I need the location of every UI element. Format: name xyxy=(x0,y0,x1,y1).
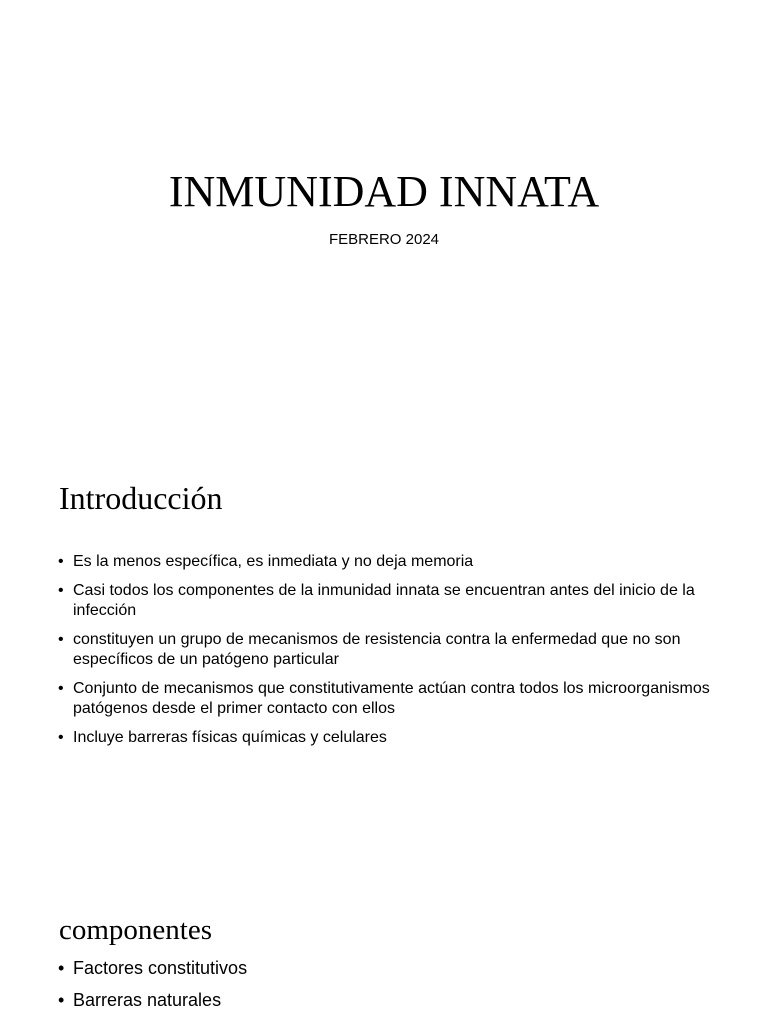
slide-subtitle: FEBRERO 2024 xyxy=(328,231,440,248)
slide-title: INMUNIDAD INNATA xyxy=(168,167,600,216)
list-item xyxy=(58,630,718,670)
bullet-icon: • xyxy=(58,729,64,746)
list-item-text: Factores constitutivos xyxy=(73,958,248,978)
bullet-icon: • xyxy=(58,990,65,1010)
intro-bullet-list xyxy=(58,552,718,757)
components-heading: componentes xyxy=(59,914,213,946)
introduction-slide xyxy=(0,460,768,790)
list-item xyxy=(58,989,718,1011)
components-bullet-list xyxy=(58,957,718,1021)
components-slide xyxy=(0,900,768,1024)
list-item xyxy=(58,679,718,719)
list-item xyxy=(58,581,718,621)
list-item xyxy=(58,552,718,572)
intro-heading: Introducción xyxy=(59,480,223,516)
list-item-text: Incluye barreras físicas químicas y celulares xyxy=(73,729,387,746)
bullet-icon: • xyxy=(58,582,64,599)
list-item xyxy=(58,957,718,979)
list-item xyxy=(58,728,718,748)
title-slide xyxy=(0,0,768,300)
list-item-text: Es la menos específica, es inmediata y no deja memoria xyxy=(73,553,474,570)
list-item-text: Conjunto de mecanismos que constitutivamente actúan contra todos los microorganismos patógenos desde el primer contacto con ellos xyxy=(73,680,710,717)
list-item-text: Casi todos los componentes de la inmunidad innata se encuentran antes del inicio de la infección xyxy=(73,582,695,619)
list-item-text: constituyen un grupo de mecanismos de resistencia contra la enfermedad que no son específicos de un patógeno particular xyxy=(73,631,681,668)
bullet-icon: • xyxy=(58,631,64,648)
bullet-icon: • xyxy=(58,958,65,978)
list-item-text: Barreras naturales xyxy=(73,990,222,1010)
bullet-icon: • xyxy=(58,680,64,697)
bullet-icon: • xyxy=(58,553,64,570)
